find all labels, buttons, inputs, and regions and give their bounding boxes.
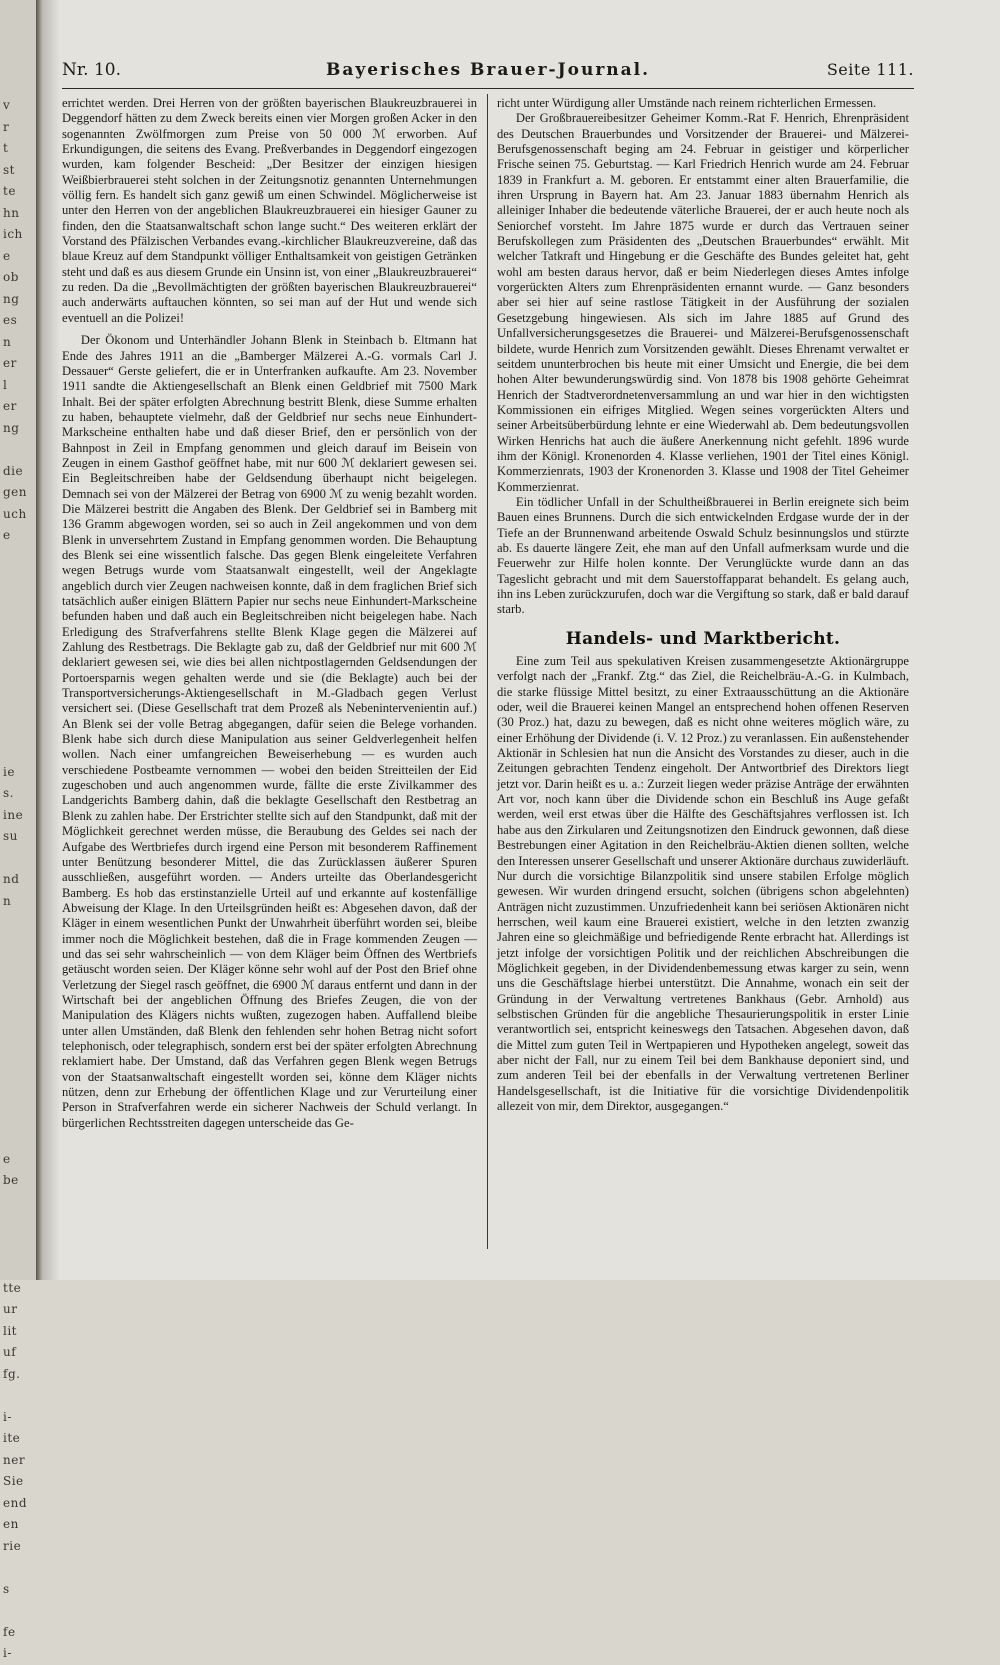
article-paragraph: Eine zum Teil aus spekulativen Kreisen zusammengesetzte Aktionärgruppe verfolgt nach der „Frankf. Ztg.“ das Ziel, die Reichelbräu-A.-G. in Kulmbach, die starke flüssige Mittel besitzt, zu einer Extraausschüttung an die Aktionäre oder, weil die Brauerei keinen Mangel an entsprechend hohen offenen Reserven (30 Proz.) hat, dazu zu bewegen, daß es nicht ohne weiteres möglich wäre, zu einer Erhöhung der Dividende (i. V. 12 Proz.) zu veranlassen. Ein außenstehender Aktionär in Schlesien hat nun die Ansicht des Vorstandes zu dieser, auch in die Zeitungen gebrachten Tendenz eingeholt. Der Antwortbrief des Direktors liegt jetzt vor. Darin heißt es u. a.: Zurzeit liegen weder präzise Anträge der erwähnten Art vor, noch kann über die Dividende schon ein Beschluß ins Auge gefaßt werden, weil erst etwas über die Hälfte des Geschäftsjahres verflossen ist. Ich habe aus den Zirkularen und Zeitungsnotizen den Eindruck gewonnen, daß diese Bestrebungen einer Agitation in den Reichelbräu-Aktien dienen sollten, welche den Interessen unserer Gesellschaft und unserer Aktionäre durchaus zuwiderläuft. Nur durch die vorsichtige Bilanzpolitik sind unsere stabilen Erfolge möglich gewesen. Wir wurden dringend ersucht, solchen (übrigens schon abgelehnten) Anträgen nicht zuzustimmen. Unzufriedenheit kann bei seriösen Aktionären nicht herrschen, weil kaum eine Brauerei existiert, welche in den letzten zwanzig Jahren eine so gleichmäßige und befriedigende Rente erbracht hat. Allerdings ist jetzt infolge der vorsichtigen Politik und der reichlichen Abschreibungen die Möglichkeit gegeben, in der Dividendenbemessung etwas karger zu sein, wenn uns die Geschäftslage hierbei unterstützt. Die Annahme, wonach ein seit der Gründung in der Verwaltung vertretenes Bankhaus (Gebr. Arnhold) aus selbstischen Gründen für die angebliche Thesaurierungspolitik in erster Linie verantwortlich sei, entspricht keineswegs den Tatsachen. Abgesehen davon, daß die Mittel zum guten Teil in Wertpapieren und Hypotheken angelegt, soweit das aber nicht der Fall, nur zu einem Teil bei dem Bankhause deponiert sind, und zum anderen Teil bei der ebenfalls in der Verwaltung vertretenen Berliner Handelsgesellschaft, ist die Initiative für die vorsichtige Dividendenpolitik allezeit von mir, dem Direktor, ausgegangen.“ <box>497 654 909 1113</box>
article-paragraph: richt unter Würdigung aller Umstände nach reinem richterlichen Ermessen. <box>497 96 877 110</box>
page-header <box>62 60 914 82</box>
right-column <box>497 96 909 1114</box>
issue-number: Nr. 10. <box>62 60 121 80</box>
fold-shadow <box>42 0 60 1280</box>
newspaper-page <box>42 0 1000 1280</box>
article-paragraph: Der Ökonom und Unterhändler Johann Blenk in Steinbach b. Eltmann hat Ende des Jahres 1911 an die „Bamberger Mälzerei A.-G. vormals Carl J. Dessauer“ Gerste geliefert, die er in Unterfranken aufkaufte. Am 23. November 1911 sandte die Aktiengesellschaft an Blenk einen Geldbrief mit 7500 Mark Inhalt. Bei der später erfolgten Abrechnung bestritt Blenk, diese Summe erhalten zu haben, behauptete vielmehr, daß der Geldbrief nur sechs neue Einhundert-Markscheine enthalten habe und daß dieser Brief, den er persönlich von der Bahnpost in Zeil in Empfang genommen und gleich darauf im Beisein von Zeugen in einem Gasthof geöffnet habe, mit nur 600 ℳ deklariert gewesen sei. Ein Begleitschreiben habe der Geldsendung überhaupt nicht beigelegen. Demnach sei von der Mälzerei der Betrag von 6900 ℳ zu wenig bezahlt worden. Die Mälzerei bestritt die Angaben des Blenk. Der Geldbrief sei in Bamberg mit 136 Gramm abgewogen worden, sei so auch in Zeil angekommen und von dem Blenk in unversehrtem Zustand in Empfang genommen worden. Die Behauptung des Blenk sei eine wissentlich falsche. Das gegen Blenk eingeleitete Verfahren wegen Betrugs wurde vom Staatsanwalt eingestellt, weil der Angeklagte angeblich durch vier Zeugen nachweisen konnte, daß in dem fraglichen Brief sich tatsächlich außer einigen Blättern Papier nur sechs neue Einhundert-Markscheine befunden haben und daß auch ein Begleitschreiben nicht beigelegen habe. Nach Erledigung des Strafverfahrens stellte Blenk Klage gegen die Mälzerei auf Zahlung des Restbetrags. Die Beklagte gab zu, daß der Geldbrief nur mit 600 ℳ deklariert gewesen sei, wie dies bei allen nichtpostlagernden Geldsendungen der Portoersparnis wegen gehalten werde und sie (die Beklagte) auch bei der Transportversicherungs-Aktiengesellschaft in M.-Gladbach gegen Verlust versichert sei. (Diese Gesellschaft trat dem Prozeß als Nebenintervenientin auf.) An Blenk sei der volle Betrag abgegangen, dafür seien die Belege vorhanden. Blenk habe sich durch diese Manipulation aus seiner Geldverlegenheit helfen wollen. Nach einer umfangreichen Beweiserhebung — es wurden auch verschiedene Postbeamte vernommen — wobei den beiden Streitteilen der Eid zugeschoben und auch angenommen wurde, fällte die erste Zivilkammer des Landgerichts Bamberg dahin, daß die beklagte Gesellschaft den Restbetrag an Blenk zu zahlen habe. Der Erstrichter stellte sich auf den Standpunkt, daß mit der Möglichkeit gerechnet werden müsse, die Beraubung des Geldes sei nach der Aufgabe des Wertbriefes durch irgend eine Person mit besonderem Raffinement unter Benützung besonderer Mittel, die das Zurücklassen äußerer Spuren ausschließen, ausgeführt worden. — Anders urteilte das Oberlandesgericht Bamberg. Es hob das erstinstanzielle Urteil auf und erkannte auf kostenfällige Abweisung der Klage. In den Urteilsgründen heißt es: Abgesehen davon, daß der Kläger in einem wesentlichen Punkt der Unwahrheit überführt worden sei, bleibe immer noch die Möglichkeit bestehen, daß die in Frage kommenden Zeugen — und das sei sehr wahrscheinlich — von dem Kläger beim Öffnen des Wertbriefs getäuscht worden seien. Der Kläger könne sehr wohl auf der Post den Brief ohne Verletzung der Siegel rasch geöffnet, die 6900 ℳ daraus entfernt und dann in der Wirtschaft bei der angeblichen Öffnung des Briefes Zeugen, die von der Manipulation des Klägers nichts wußten, zugezogen haben. Auffallend bleibe unter allen Umständen, daß Blenk den fehlenden sehr hohen Betrag nicht sofort telephonisch, oder telegraphisch, sondern erst bei der später erfolgten Abrechnung reklamiert habe. Der Umstand, daß das Verfahren gegen Blenk wegen Betrugs von der Staatsanwaltschaft eingestellt worden sei, könne dem Kläger nichts nützen, denn zur Erhebung der öffentlichen Klage und zur Verurteilung einer Person in Strafverfahren werde ein sicherer Nachweis der Schuld verlangt. In bürgerlichen Rechtsstreiten dagegen unterscheide das Ge- <box>62 333 477 1130</box>
article-paragraph: Ein tödlicher Unfall in der Schultheißbrauerei in Berlin ereignete sich beim Bauen eines Brunnens. Durch die sich entwickelnden Erdgase wurde der in der Tiefe an der Brunnenwand arbeitende Oswald Schulz besinnungslos und stürzte ab. Es dauerte längere Zeit, ehe man auf den Unfall aufmerksam wurde und die Feuerwehr zur Hilfe holen konnte. Der Verunglückte wurde dann an das Tageslicht gebracht und mit dem Sauerstoffapparat behandelt. Es gelang auch, ihn ins Leben zurückzurufen, doch war die Vergiftung so stark, daß er bald darauf starb. <box>497 494 909 617</box>
adjacent-page-strip <box>0 0 38 1660</box>
left-column <box>62 96 477 1131</box>
adjacent-page-fragments: v r t st te hn ich e ob ng es n er l er ng die gen uch e ie s. ine su nd n e be tte ur lit uf fg. i- ite ner Sie end en rie s fe i- <box>3 98 28 1660</box>
column-divider <box>487 94 488 1249</box>
journal-title: Bayerisches Brauer-Journal. <box>325 60 651 80</box>
page-number: Seite 111. <box>826 60 914 79</box>
section-heading: Handels- und Marktbericht. <box>565 628 841 649</box>
article-paragraph: errichtet werden. Drei Herren von der größten bayerischen Blaukreuzbrauerei in Deggendorf hätten zu dem Zweck bereits einen vier Morgen großen Acker in den sogenannten Zwölfmorgen zum Preise von 50 000 ℳ erworben. Auf Erkundigungen, die seitens des Evang. Preßverbandes in Deggendorf eingezogen wurden, kam folgender Bescheid: „Der Besitzer der einzigen hiesigen Weißbierbrauerei steht solchen in der Zeitungsnotiz genannten Unternehmungen völlig fern. Es handelt sich ganz gewiß um einen Schwindel. Möglicherweise ist unter den Herren von der angeblichen Blaukreuzbrauerei ein hiesiger Gauner zu finden, den die Staatsanwaltschaft schon lange sucht.“ Des weiteren erklärt der Vorstand des Pfälzischen Verbandes evang.-kirchlicher Blaukreuzvereine, daß das blaue Kreuz auf dem Standpunkt völliger Enthaltsamkeit von geistigen Getränken steht und daß es aus diesem Grunde ein Unsinn ist, von einer „Blaukreuzbrauerei“ zu reden. Da die „Bevollmächtigten der größten bayerischen Blaukreuzbrauerei“ auch anderwärts auftauchen könnten, so sei man auf der Hut und wende sich eventuell an die Polizei! <box>62 96 477 325</box>
article-paragraph: Der Großbrauereibesitzer Geheimer Komm.-Rat F. Henrich, Ehrenpräsident des Deutschen Brauerbundes und Vorsitzender der Brauerei- und Mälzerei-Berufsgenossenschaft beging am 24. Februar in geistiger und körperlicher Frische seinen 75. Geburtstag. — Karl Friedrich Henrich wurde am 24. Februar 1839 in Frankfurt a. M. geboren. Er entstammt einer alten Brauerfamilie, die ihren Ursprung in Bayern hat. Am 23. Januar 1883 übernahm Henrich als alleiniger Inhaber die bedeutende väterliche Brauerei, der er auch heute noch als Seniorchef vorsteht. Im Jahre 1875 wurde er durch das Vertrauen seiner Berufskollegen zum Präsidenten des „Deutschen Brauerbundes“ erwählt. Mit welcher Tatkraft und Hingebung er die Geschäfte des Bundes geleitet hat, geht wohl am besten daraus hervor, daß er beim Niederlegen dieses Amtes infolge vorgerückten Alters zum Ehrenpräsidenten ernannt wurde. — Ganz besonders aber sei hier auf seine rastlose Tätigkeit in der Ausführung der sozialen Gesetzgebung hingewiesen. Als sich im Jahre 1885 auf Grund des Unfallversicherungsgesetzes die Brauerei- und Mälzerei-Berufsgenossenschaft bildete, wurde Henrich zum Vorsitzenden gewählt. Dieses Ehrenamt verwaltet er seitdem ununterbrochen bis heute mit einer Umsicht und Energie, die bei dem hohen Alter bewunderungswürdig sind. Von 1878 bis 1908 gehörte Geheimrat Henrich der Stadtverordnetenversammlung an und war hier in den wichtigsten Kommissionen ein eifriges Mitglied. Wegen seines vorgerückten Alters und seiner Arbeitsüberbürdung lehnte er eine Wiederwahl ab. Dem bedeutungsvollen Wirken Henrichs hat auch die äußere Anerkennung nicht gefehlt. 1896 wurde ihm der Königl. Kronenorden 4. Klasse verliehen, 1901 der Titel eines Königl. Kommerzienrats, 1903 der Kronenorden 3. Klasse und 1908 der Titel Geheimer Kommerzienrat. <box>497 111 909 494</box>
header-rule <box>62 88 914 89</box>
